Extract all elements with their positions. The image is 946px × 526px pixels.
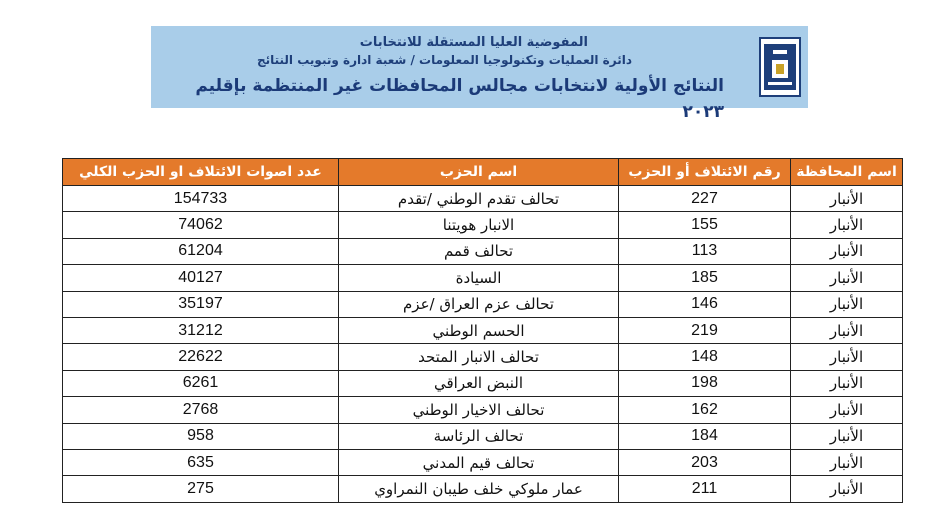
department-name: دائرة العمليات وتكنولوجيا المعلومات / شعبة ادارة وتبويب النتائج [256,53,632,67]
cell-votes: 275 [63,476,339,502]
commission-name: المفوضية العليا المستقلة للانتخابات [359,35,588,50]
table-row [63,186,903,212]
table-row [63,423,903,449]
cell-party: السيادة [339,265,619,291]
cell-party: تحالف قيم المدني [339,449,619,475]
cell-governorate: الأنبار [791,370,903,396]
cell-votes: 40127 [63,265,339,291]
cell-number: 219 [619,317,791,343]
cell-number: 227 [619,186,791,212]
cell-number: 198 [619,370,791,396]
cell-votes: 61204 [63,238,339,264]
results-table [62,158,903,503]
cell-number: 146 [619,291,791,317]
cell-governorate: الأنبار [791,344,903,370]
page-title: النتائج الأولية لانتخابات مجالس المحافظات غير المنتظمة بإقليم ٢٠٢٣ [195,76,724,122]
cell-votes: 635 [63,449,339,475]
cell-party: عمار ملوكي خلف طيبان النمراوي [339,476,619,502]
table-row [63,265,903,291]
table-row [63,344,903,370]
cell-party: تحالف قمم [339,238,619,264]
table-row [63,449,903,475]
cell-governorate: الأنبار [791,212,903,238]
header-banner [151,26,808,122]
table-body [63,186,903,503]
cell-votes: 6261 [63,370,339,396]
cell-party: تحالف الرئاسة [339,423,619,449]
cell-governorate: الأنبار [791,186,903,212]
cell-party: الانبار هويتنا [339,212,619,238]
cell-number: 113 [619,238,791,264]
banner-text [151,34,724,125]
header-party: اسم الحزب [339,159,619,186]
cell-votes: 958 [63,423,339,449]
cell-number: 211 [619,476,791,502]
header-number: رقم الائتلاف أو الحزب [619,159,791,186]
table-header-row [63,159,903,186]
table-row [63,291,903,317]
cell-party: تحالف تقدم الوطني /تقدم [339,186,619,212]
commission-logo-icon [758,34,802,100]
cell-number: 155 [619,212,791,238]
cell-party: تحالف الانبار المتحد [339,344,619,370]
cell-party: الحسم الوطني [339,317,619,343]
cell-votes: 154733 [63,186,339,212]
cell-governorate: الأنبار [791,265,903,291]
cell-number: 184 [619,423,791,449]
cell-number: 185 [619,265,791,291]
cell-party: تحالف عزم العراق /عزم [339,291,619,317]
table-row [63,238,903,264]
cell-votes: 22622 [63,344,339,370]
cell-governorate: الأنبار [791,423,903,449]
table-row [63,317,903,343]
cell-governorate: الأنبار [791,291,903,317]
cell-governorate: الأنبار [791,317,903,343]
cell-number: 148 [619,344,791,370]
cell-number: 203 [619,449,791,475]
table-row [63,476,903,502]
cell-party: النبض العراقي [339,370,619,396]
cell-votes: 35197 [63,291,339,317]
cell-governorate: الأنبار [791,238,903,264]
cell-governorate: الأنبار [791,397,903,423]
cell-governorate: الأنبار [791,476,903,502]
table-row [63,212,903,238]
header-governorate: اسم المحافظة [791,159,903,186]
header-votes: عدد اصوات الائتلاف او الحزب الكلي [63,159,339,186]
table-row [63,370,903,396]
cell-votes: 31212 [63,317,339,343]
cell-governorate: الأنبار [791,449,903,475]
cell-votes: 2768 [63,397,339,423]
cell-number: 162 [619,397,791,423]
cell-party: تحالف الاخيار الوطني [339,397,619,423]
table-row [63,397,903,423]
cell-votes: 74062 [63,212,339,238]
